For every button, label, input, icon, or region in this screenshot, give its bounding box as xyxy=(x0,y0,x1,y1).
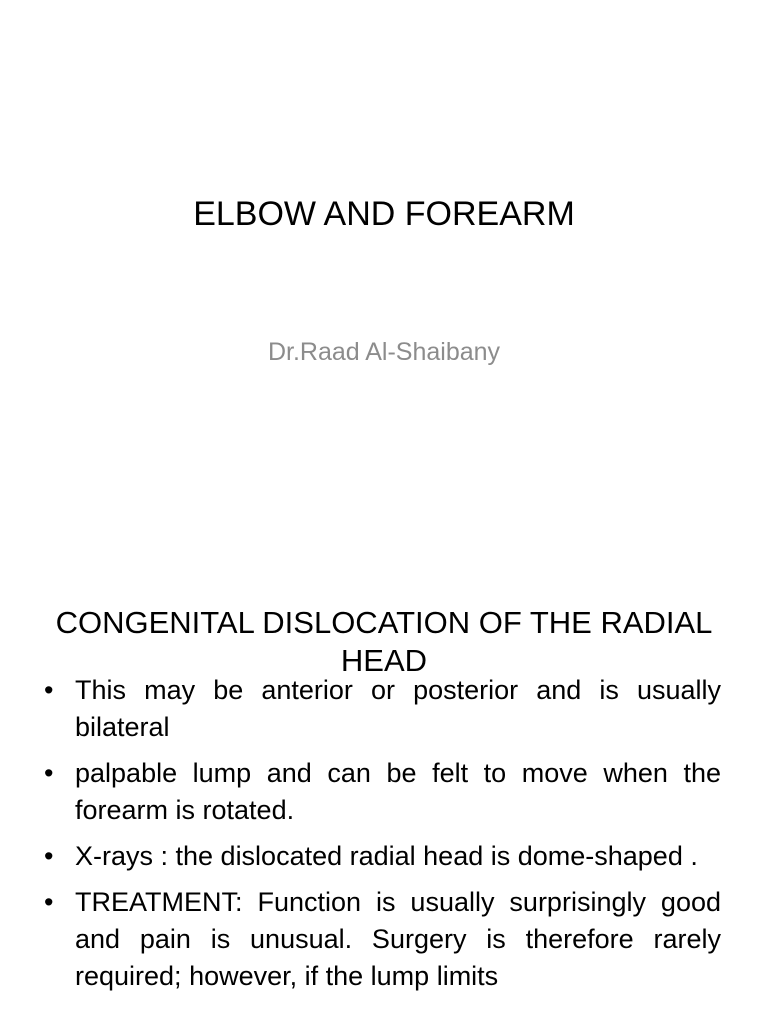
bullet-item xyxy=(40,755,721,829)
bullet-list xyxy=(40,672,721,1004)
slide-subtitle: Dr.Raad Al-Shaibany xyxy=(267,338,501,366)
bullet-text: palpable lump and can be felt to move when the forearm is rotated. xyxy=(75,758,721,825)
bullet-icon: • xyxy=(44,758,54,788)
slide-title: ELBOW AND FOREARM xyxy=(193,195,575,233)
slide-title: CONGENITAL DISLOCATION OF THE RADIAL HEAD xyxy=(55,605,713,678)
bullet-text: This may be anterior or posterior and is usually bilateral xyxy=(75,675,721,742)
bullet-text: TREATMENT: Function is usually surprisingly good and pain is unusual. Surgery is therefore rarely required; however, if the lump limits xyxy=(75,887,721,991)
bullet-item xyxy=(40,838,721,875)
bullet-item xyxy=(40,884,721,995)
content-slide xyxy=(0,576,768,1024)
bullet-icon: • xyxy=(44,841,54,871)
bullet-item xyxy=(40,672,721,746)
bullet-icon: • xyxy=(44,675,54,705)
bullet-icon: • xyxy=(44,887,54,917)
bullet-text: X-rays : the dislocated radial head is dome-shaped . xyxy=(75,841,698,871)
